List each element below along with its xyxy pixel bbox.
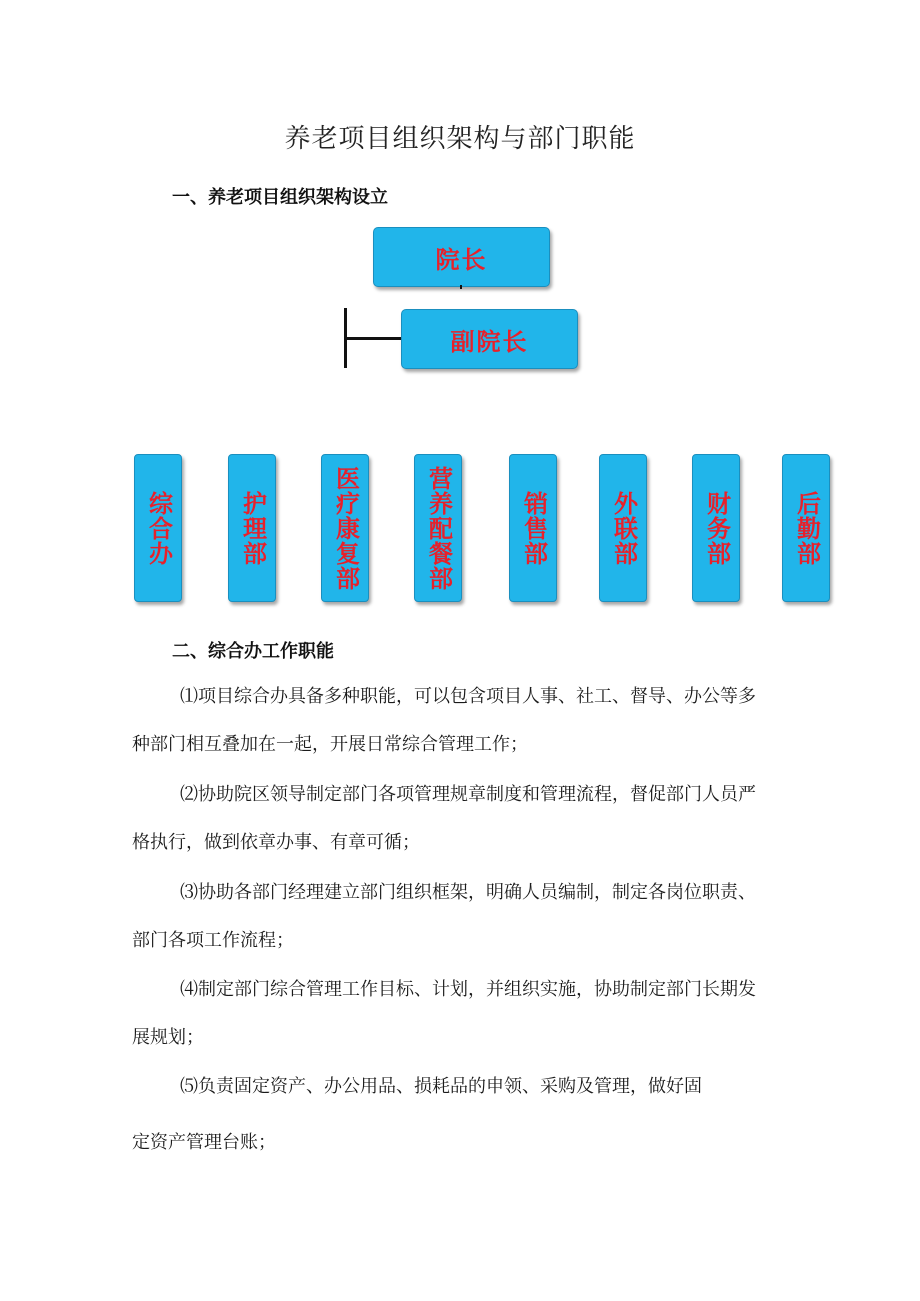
- duty-1-line-2: 种部门相互叠加在一起，开展日常综合管理工作；: [132, 734, 528, 755]
- dept-box-finance: 财务部: [692, 454, 740, 602]
- org-box-deputy: 副院长: [401, 309, 578, 369]
- dept-box-logistics: 后勤部: [782, 454, 830, 602]
- duty-2-line-2: 格执行，做到依章办事、有章可循；: [132, 832, 420, 853]
- dept-box-nursing: 护理部: [228, 454, 276, 602]
- duty-1-line-1: ⑴项目综合办具备多种职能，可以包含项目人事、社工、督导、办公等多: [180, 686, 756, 707]
- org-box-director: 院长: [373, 227, 550, 287]
- section-heading-structure: 一、养老项目组织架构设立: [172, 187, 388, 208]
- duty-3-line-1: ⑶协助各部门经理建立部门组织框架，明确人员编制，制定各岗位职责、: [180, 882, 756, 903]
- dept-box-nutrition-catering: 营养配餐部: [414, 454, 462, 602]
- connector-line: [460, 285, 462, 289]
- duty-3-line-2: 部门各项工作流程；: [132, 930, 294, 951]
- page-title: 养老项目组织架构与部门职能: [284, 124, 636, 154]
- section-heading-duties: 二、综合办工作职能: [172, 641, 334, 662]
- connector-line-horizontal: [344, 337, 402, 340]
- duty-4-line-2: 展规划；: [132, 1027, 204, 1048]
- duty-5-line-2: 定资产管理台账；: [132, 1132, 276, 1153]
- duty-2-line-1: ⑵协助院区领导制定部门各项管理规章制度和管理流程，督促部门人员严: [180, 784, 756, 805]
- dept-box-medical-rehab: 医疗康复部: [321, 454, 369, 602]
- dept-box-general-office: 综合办: [134, 454, 182, 602]
- dept-box-sales: 销售部: [509, 454, 557, 602]
- duty-4-line-1: ⑷制定部门综合管理工作目标、计划，并组织实施，协助制定部门长期发: [180, 979, 756, 1000]
- duty-5-line-1: ⑸负责固定资产、办公用品、损耗品的申领、采购及管理，做好固: [180, 1076, 702, 1097]
- dept-box-external-relations: 外联部: [599, 454, 647, 602]
